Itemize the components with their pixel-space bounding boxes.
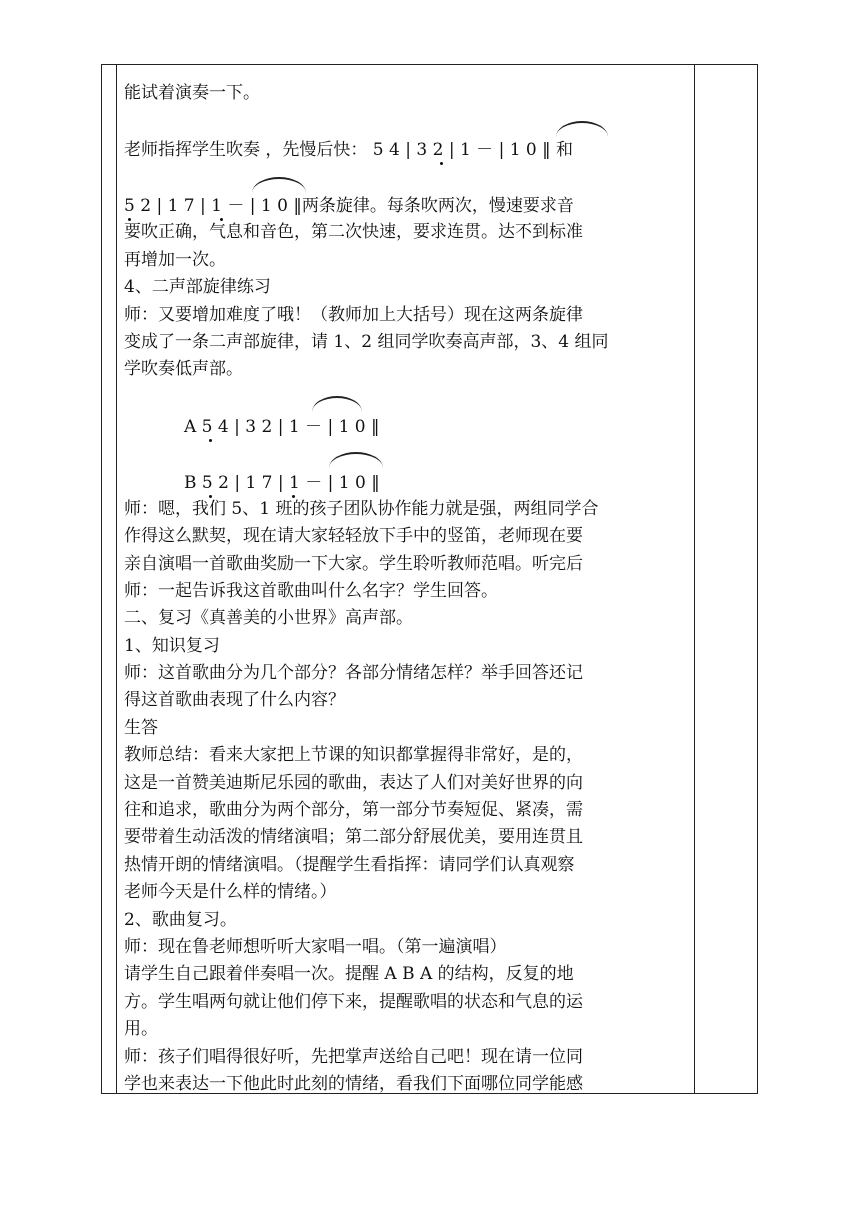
text-line: 能试着演奏一下。 [124,83,260,103]
text-line: 得这首歌曲表现了什么内容？ [124,690,345,711]
text-line: 这是一首赞美迪斯尼乐园的歌曲，表达了人们对美好世界的向 [124,772,583,793]
section-heading: 1、知识复习 [124,635,220,656]
text-line: 教师总结：看来大家把上节课的知识都掌握得非常好，是的， [124,745,583,766]
slur-mark [556,121,608,137]
melody-text: A 5 4 | 3 2 | 1 － | 1 0 ‖ [184,416,380,437]
text-line: 师：现在鲁老师想听听大家唱一唱。（第一遍演唱） [124,936,507,957]
text-line: 师：嗯，我们 5、1 班的孩子团队协作能力就是强，两组同学合 [124,498,599,519]
text-line: 变成了一条二声部旋律，请 1、2 组同学吹奏高声部，3、4 组同 [124,331,609,352]
text-line: 热情开朗的情绪演唱。（提醒学生看指挥：请同学们认真观察 [124,854,575,875]
section-heading: 二、复习《真善美的小世界》高声部。 [124,608,413,629]
text-line: 亲自演唱一首歌曲奖励一下大家。学生聆听教师范唱。听完后 [124,553,583,574]
melody-line [124,163,694,219]
slur-mark [252,177,306,193]
text-line: 用。 [124,1019,158,1040]
text-line: 师：又要增加难度了哦！（教师加上大括号）现在这两条旋律 [124,304,583,325]
slur-mark [329,452,383,468]
text-line: 再增加一次。 [124,249,226,270]
section-heading: 4、二声部旋律练习 [124,277,271,298]
text-line: 作得这么默契，现在请大家轻轻放下手中的竖笛，老师现在要 [124,526,583,547]
section-heading: 2、歌曲复习。 [124,909,237,930]
melody-text: 老师指挥学生吹奏 ，先慢后快： 5 4 | 3 2 | 1 － | 1 0 ‖ 和 [124,140,574,161]
text-line: 往和追求，歌曲分为两个部分，第一部分节奏短促、紧凑，需 [124,800,583,821]
melody-part-a [124,384,694,440]
text-line: 要吹正确，气息和音色，第二次快速，要求连贯。达不到标准 [124,222,583,243]
right-column-divider [694,65,695,1093]
text-line: 生答 [124,717,158,738]
text-line: 学吹奏低声部。 [124,359,243,380]
slur-mark [312,396,362,412]
melody-text: 5 2 | 1 7 | 1 － | 1 0 ‖两条旋律。每条吹两次，慢速要求音 [124,196,574,217]
text-line: 请学生自己跟着伴奏唱一次。提醒 A B A 的结构，反复的地 [124,964,574,985]
lesson-content [124,80,694,1098]
text-line: 师：孩子们唱得很好听，先把掌声送给自己吧！现在请一位同 [124,1046,583,1067]
melody-part-b [124,440,694,496]
text-line: 学也来表达一下他此时此刻的情绪，看我们下面哪位同学能感 [124,1073,583,1094]
text-line: 老师今天是什么样的情绪。） [124,882,337,903]
text-line: 师：这首歌曲分为几个部分？各部分情绪怎样？举手回答还记 [124,663,583,684]
text-line: 要带着生动活泼的情绪演唱；第二部分舒展优美，要用连贯且 [124,827,583,848]
melody-line [124,107,694,163]
text-line: 方。学生唱两句就让他们停下来，提醒歌唱的状态和气息的运 [124,991,583,1012]
melody-text: B 5 2 | 1 7 | 1 － | 1 0 ‖ [184,472,380,493]
text-line: 师：一起告诉我这首歌曲叫什么名字？学生回答。 [124,580,498,601]
left-column-divider [116,65,117,1093]
